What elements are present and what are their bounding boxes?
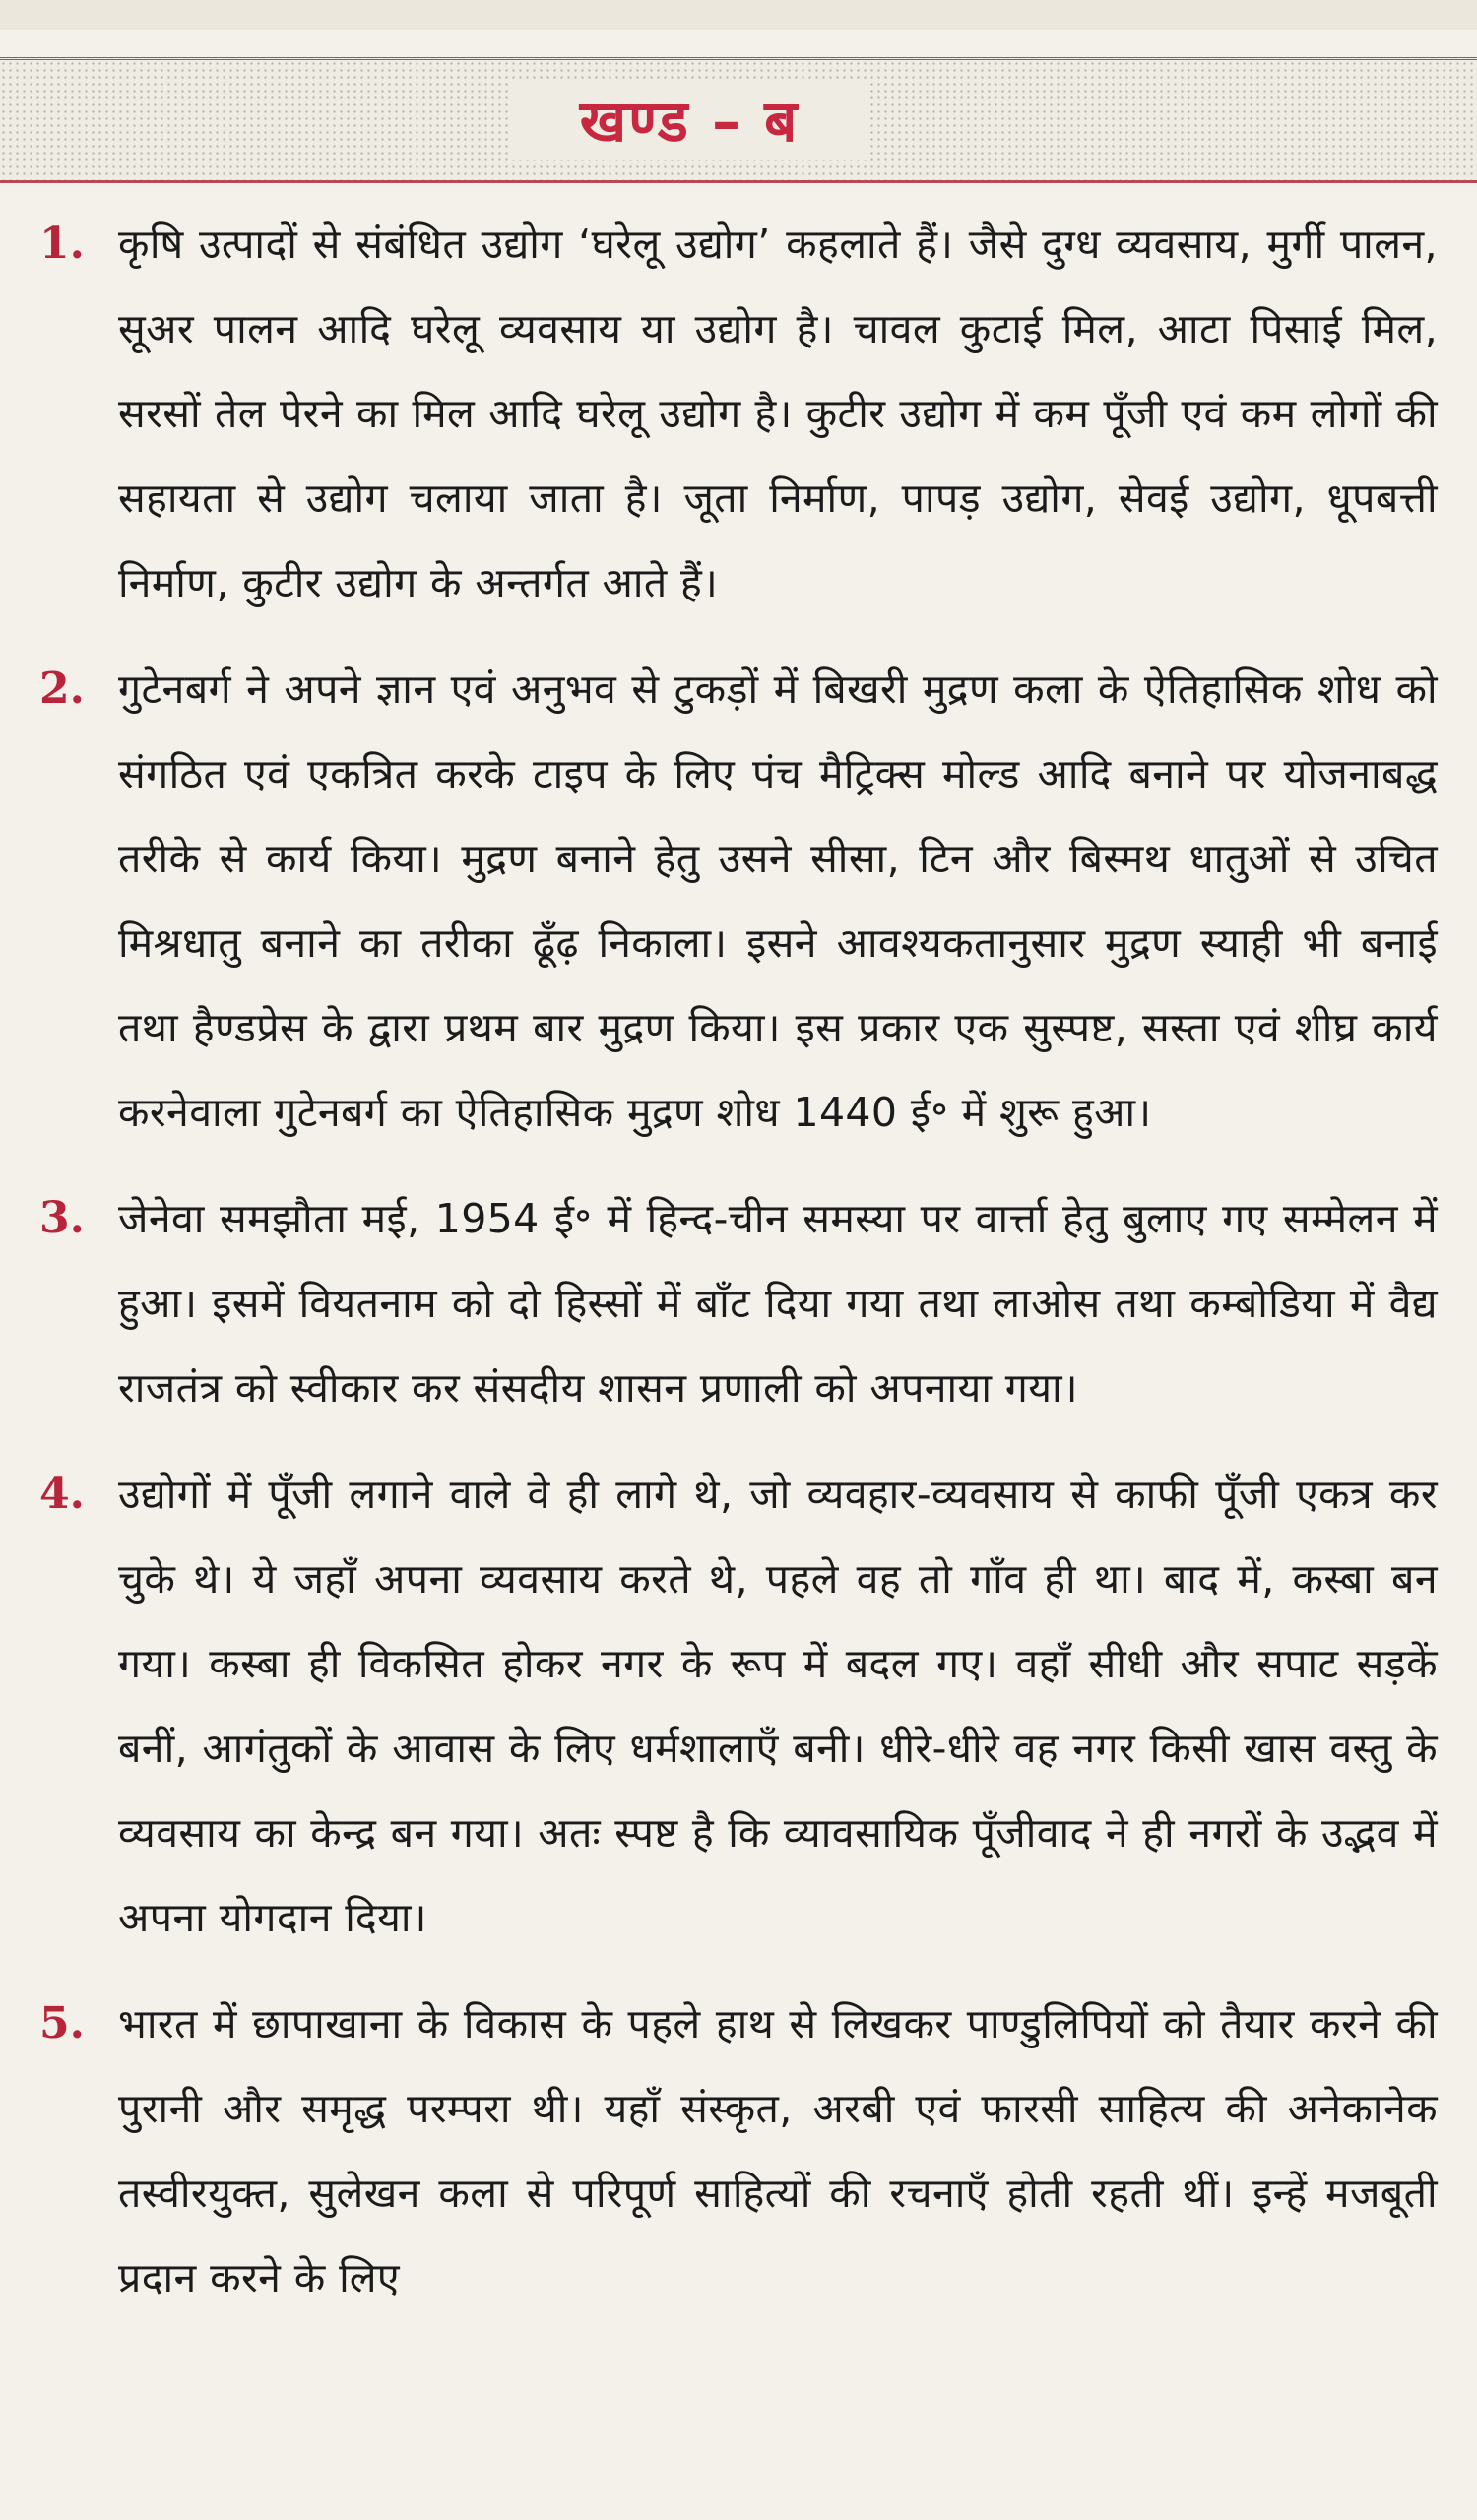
answer-item-3 xyxy=(39,1176,1438,1430)
answer-text: गुटेनबर्ग ने अपने ज्ञान एवं अनुभव से टुकड़ों में बिखरी मुद्रण कला के ऐतिहासिक शोध को संगठित एवं एकत्रित करके टाइप के लिए पंच मैट्रिक्स मोल्ड आदि बनाने पर योजनाबद्ध तरीके से कार्य किया। मुद्रण बनाने हेतु उसने सीसा, टिन और बिस्मथ धातुओं से उचित मिश्रधातु बनाने का तरीका ढूँढ़ निकाला। इसने आवश्यकतानुसार मुद्रण स्याही भी बनाई तथा हैण्डप्रेस के द्वारा प्रथम बार मुद्रण किया। इस प्रकार एक सुस्पष्ट, सस्ता एवं शीघ्र कार्य करनेवाला गुटेनबर्ग का ऐतिहासिक मुद्रण शोध 1440 ई॰ में शुरू हुआ। xyxy=(118,665,1438,1136)
section-title: खण्ड – ब xyxy=(579,88,800,155)
answer-text: कृषि उत्पादों से संबंधित उद्योग ‘घरेलू उद्योग’ कहलाते हैं। जैसे दुग्ध व्यवसाय, मुर्गी पालन, सूअर पालन आदि घरेलू व्यवसाय या उद्योग है। चावल कुटाई मिल, आटा पिसाई मिल, सरसों तेल पेरने का मिल आदि घरेलू उद्योग है। कुटीर उद्योग में कम पूँजी एवं कम लोगों की सहायता से उद्योग चलाया जाता है। जूता निर्माण, पापड़ उद्योग, सेवई उद्योग, धूपबत्ती निर्माण, कुटीर उद्योग के अन्तर्गत आते हैं। xyxy=(118,220,1438,606)
answer-number: 2. xyxy=(39,663,85,714)
answer-item-5 xyxy=(39,1982,1438,2320)
answer-item-1 xyxy=(39,202,1438,625)
page-top-edge xyxy=(0,0,1477,30)
answer-number: 4. xyxy=(39,1469,85,1519)
section-header xyxy=(0,57,1477,183)
answer-number: 3. xyxy=(39,1193,85,1243)
answer-number: 5. xyxy=(39,1998,85,2048)
answer-item-4 xyxy=(39,1452,1438,1960)
answer-number: 1. xyxy=(39,219,85,269)
answer-text: उद्योगों में पूँजी लगाने वाले वे ही लागे थे, जो व्यवहार-व्यवसाय से काफी पूँजी एकत्र कर चुके थे। ये जहाँ अपना व्यवसाय करते थे, पहले वह तो गाँव ही था। बाद में, कस्बा बन गया। कस्बा ही विकसित होकर नगर के रूप में बदल गए। वहाँ सीधी और सपाट सड़कें बनीं, आगंतुकों के आवास के लिए धर्मशालाएँ बनी। धीरे-धीरे वह नगर किसी खास वस्तु के व्यवसाय का केन्द्र बन गया। अतः स्पष्ट है कि व्यावसायिक पूँजीवाद ने ही नगरों के उद्भव में अपना योगदान दिया। xyxy=(118,1471,1438,1941)
section-title-box xyxy=(512,82,867,160)
answer-item-2 xyxy=(39,647,1438,1155)
answer-text: भारत में छापाखाना के विकास के पहले हाथ से लिखकर पाण्डुलिपियों को तैयार करने की पुरानी और समृद्ध परम्परा थी। यहाँ संस्कृत, अरबी एवं फारसी साहित्य की अनेकानेक तस्वीरयुक्त, सुलेखन कला से परिपूर्ण साहित्यों की रचनाएँ होती रहती थीं। इन्हें मजबूती प्रदान करने के लिए xyxy=(118,2000,1438,2301)
answers-list xyxy=(39,202,1438,2342)
answer-text: जेनेवा समझौता मई, 1954 ई॰ में हिन्द-चीन समस्या पर वार्त्ता हेतु बुलाए गए सम्मेलन में हुआ। इसमें वियतनाम को दो हिस्सों में बाँट दिया गया तथा लाओस तथा कम्बोडिया में वैद्य राजतंत्र को स्वीकार कर संसदीय शासन प्रणाली को अपनाया गया। xyxy=(118,1195,1438,1412)
